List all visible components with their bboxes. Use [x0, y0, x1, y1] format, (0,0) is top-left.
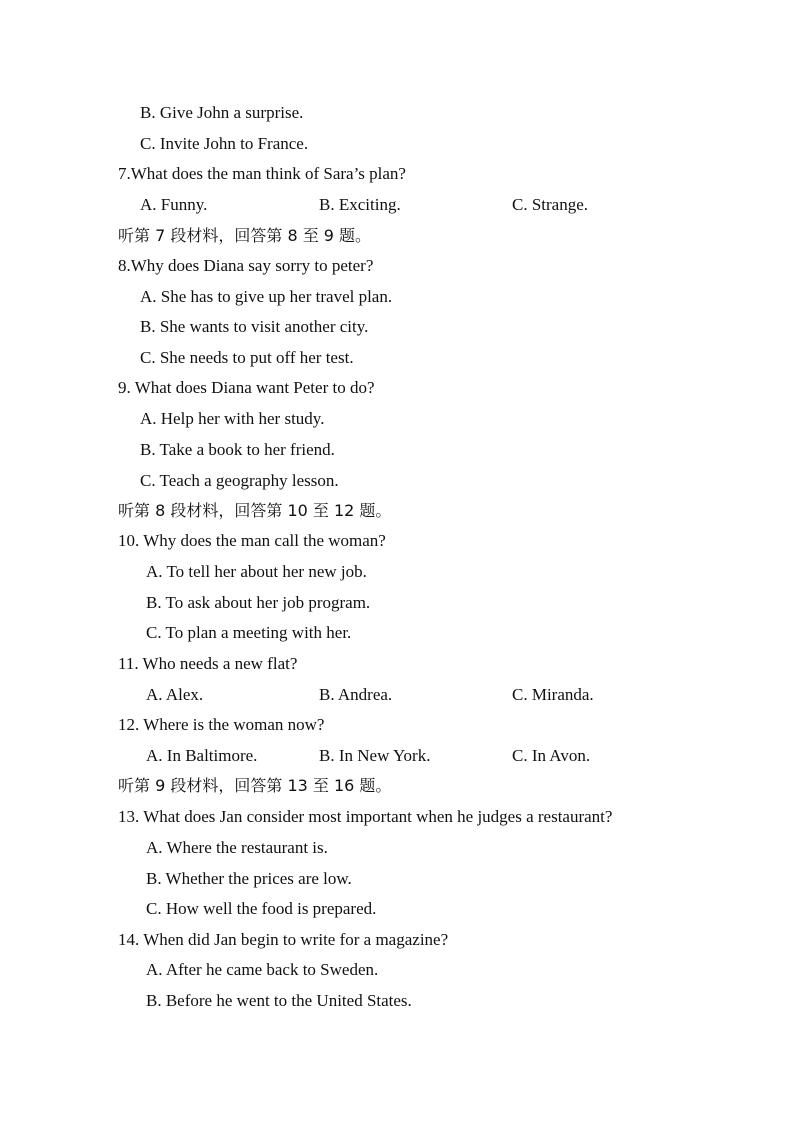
q13-option-a: A. Where the restaurant is.	[146, 838, 328, 857]
q14-option-b: B. Before he went to the United States.	[146, 991, 412, 1010]
q9-option-b: B. Take a book to her friend.	[140, 440, 335, 459]
q10-question: 10. Why does the man call the woman?	[118, 531, 386, 550]
q7-option-b: B. Exciting.	[319, 195, 401, 214]
q12-option-b: B. In New York.	[319, 746, 431, 765]
q8-option-c: C. She needs to put off her test.	[140, 348, 354, 367]
q6-option-c: C. Invite John to France.	[140, 134, 309, 153]
q13-option-b: B. Whether the prices are low.	[146, 869, 352, 888]
q11-option-b: B. Andrea.	[319, 685, 393, 704]
q12-option-c: C. In Avon.	[512, 746, 591, 765]
q7-option-c: C. Strange.	[512, 195, 589, 214]
section-9-heading: 听第 9 段材料，回答第 13 至 16 题。	[118, 776, 392, 795]
q12-question: 12. Where is the woman now?	[118, 715, 325, 734]
q8-question: 8.Why does Diana say sorry to peter?	[118, 256, 374, 275]
q8-option-a: A. She has to give up her travel plan.	[140, 287, 393, 306]
section-7-heading: 听第 7 段材料，回答第 8 至 9 题。	[118, 226, 372, 245]
q10-option-c: C. To plan a meeting with her.	[146, 623, 352, 642]
q6-option-b: B. Give John a surprise.	[140, 103, 304, 122]
q9-question: 9. What does Diana want Peter to do?	[118, 378, 375, 397]
q10-option-a: A. To tell her about her new job.	[146, 562, 367, 581]
q13-question: 13. What does Jan consider most important when he judges a restaurant?	[118, 807, 613, 826]
q8-option-b: B. She wants to visit another city.	[140, 317, 369, 336]
q9-option-c: C. Teach a geography lesson.	[140, 471, 339, 490]
q7-option-a: A. Funny.	[140, 195, 208, 214]
q11-option-c: C. Miranda.	[512, 685, 594, 704]
q7-question: 7.What does the man think of Sara’s plan?	[118, 164, 406, 183]
q12-option-a: A. In Baltimore.	[146, 746, 258, 765]
q11-question: 11. Who needs a new flat?	[118, 654, 298, 673]
q10-option-b: B. To ask about her job program.	[146, 593, 371, 612]
q14-question: 14. When did Jan begin to write for a magazine?	[118, 930, 449, 949]
section-8-heading: 听第 8 段材料，回答第 10 至 12 题。	[118, 501, 392, 520]
q13-option-c: C. How well the food is prepared.	[146, 899, 377, 918]
q11-option-a: A. Alex.	[146, 685, 204, 704]
q9-option-a: A. Help her with her study.	[140, 409, 325, 428]
q14-option-a: A. After he came back to Sweden.	[146, 960, 379, 979]
